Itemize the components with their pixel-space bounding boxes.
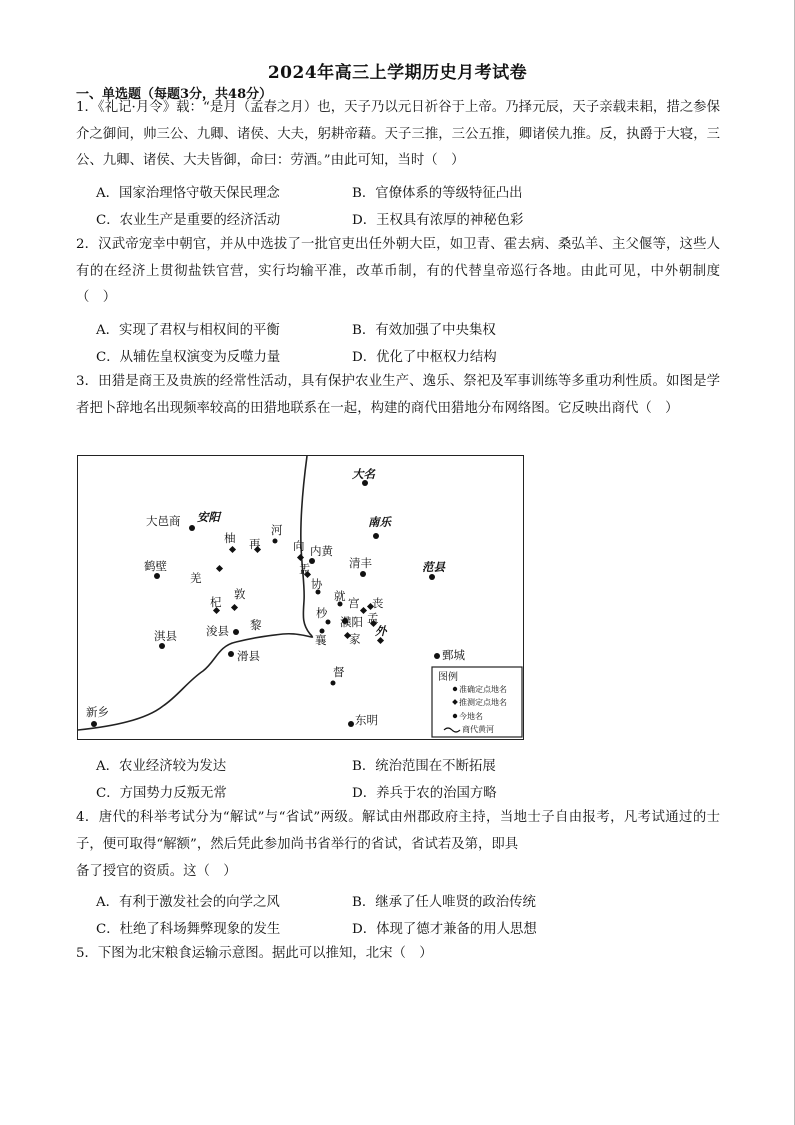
q2-option-b[interactable]: B．有效加强了中央集权 xyxy=(352,323,496,338)
diamond-dun xyxy=(231,604,238,611)
q4-option-b[interactable]: B．继承了任人唯贤的政治传统 xyxy=(352,895,536,910)
dot-huaxian xyxy=(228,651,234,657)
dot-can xyxy=(331,681,336,686)
question-4-text-cont: 备了授官的资质。这（ ） xyxy=(76,864,237,879)
q1-option-c[interactable]: C．农业生产是重要的经济活动 xyxy=(96,213,281,228)
label-hebi: 鹤壁 xyxy=(144,559,167,573)
page-title: 2024年高三上学期历史月考试卷 xyxy=(267,63,528,83)
question-4-options-row-2 xyxy=(96,918,716,940)
label-nanle: 南乐 xyxy=(368,515,391,529)
label-junxian: 浚县 xyxy=(206,624,229,638)
question-5-text: 5．下图为北宋粮食运输示意图。据此可以推知，北宋（ ） xyxy=(76,946,433,961)
label-yu: 再 xyxy=(249,537,261,551)
shang-yellow-river xyxy=(78,456,312,730)
diamond-qiang xyxy=(216,565,223,572)
question-1-options-row-2 xyxy=(96,209,716,231)
label-qixian: 淇县 xyxy=(154,629,177,643)
label-rang: 襄 xyxy=(315,633,327,647)
q2-option-c[interactable]: C．从辅佐皇权演变为反噬力量 xyxy=(96,350,281,365)
q4-option-d[interactable]: D．体现了德才兼备的用人思想 xyxy=(352,922,537,937)
label-qiang: 羌 xyxy=(190,571,202,585)
map-svg xyxy=(78,456,525,741)
label-dongming: 东明 xyxy=(355,713,378,727)
dot-sha xyxy=(326,620,331,625)
q3-option-a[interactable]: A．农业经济较为发达 xyxy=(96,759,227,774)
label-dun: 敦 xyxy=(234,587,246,601)
label-sha: 杪 xyxy=(316,606,328,620)
label-juancheng: 鄄城 xyxy=(442,648,465,662)
diamond-gong xyxy=(360,607,367,614)
label-xie: 协 xyxy=(311,577,323,591)
legend-modern: 今地名 xyxy=(459,712,483,721)
q4-option-a[interactable]: A．有利于激发社会的向学之风 xyxy=(96,895,280,910)
question-1-text: 1．《礼记·月令》载：“是月（孟春之月）也，天子乃以元日祈谷于上帝。乃择元辰，天子亲载耒耜，措之参保介之御间，帅三公、九卿、诸侯、大夫，躬耕帝藉。天子三推，三公五推，卿诸侯九推。反，执爵于大寝，三公、九卿、诸侯、大夫皆御，命曰：劳酒。”由此可知，当时（ ） xyxy=(76,100,720,168)
dot-junxian xyxy=(233,629,239,635)
dot-qixian xyxy=(159,643,165,649)
q3-option-b[interactable]: B．统治范围在不断拓展 xyxy=(352,759,496,774)
question-4-options-row-1 xyxy=(96,891,716,913)
label-sang: 丧 xyxy=(372,596,384,610)
label-gong: 宫 xyxy=(348,596,360,610)
dot-fanxian xyxy=(429,574,435,580)
dot-dayishang xyxy=(189,525,195,531)
q1-option-a[interactable]: A．国家治理恪守敬天保民理念 xyxy=(96,186,280,201)
label-qingfeng: 清丰 xyxy=(349,556,372,570)
question-4-text: 4．唐代的科举考试分为“解试”与“省试”两级。解试由州郡政府主持，当地士子自由报考，凡考试通过的士子，便可取得“解额”，然后凭此参加尚书省举行的省试，省试若及第，即具 xyxy=(76,810,720,852)
label-wai: 外 xyxy=(375,624,387,638)
label-zhou: 柚 xyxy=(224,531,236,545)
legend-inferred: 推测定点地名 xyxy=(459,698,507,707)
q3-option-d[interactable]: D．养兵于农的治国方略 xyxy=(352,786,497,801)
legend-exact: 准确定点地名 xyxy=(459,685,507,694)
label-xinxiang: 新乡 xyxy=(86,705,109,719)
section-heading: 一、单选题（每题3分，共48分） xyxy=(76,87,273,102)
label-he: 河 xyxy=(271,523,283,537)
label-yu2: 盂 xyxy=(299,562,311,576)
q2-option-d[interactable]: D．优化了中枢权力结构 xyxy=(352,350,497,365)
dot-nanle xyxy=(373,533,379,539)
q1-option-b[interactable]: B．官僚体系的等级特征凸出 xyxy=(352,186,523,201)
dot-hebi xyxy=(154,573,160,579)
label-can: 督 xyxy=(333,665,345,679)
question-2-options-row-2 xyxy=(96,346,716,368)
label-puyang: 濮阳 xyxy=(340,615,363,629)
shang-hunting-map xyxy=(77,455,524,740)
label-neihuang: 内黄 xyxy=(310,544,333,558)
dot-qingfeng xyxy=(360,571,366,577)
question-1-options-row-1 xyxy=(96,182,716,204)
label-anyang: 安阳 xyxy=(197,510,220,524)
label-xiang: 向 xyxy=(293,539,305,553)
diamond-zhou xyxy=(229,546,236,553)
question-2-text: 2．汉武帝宠幸中朝官，并从中选拔了一批官吏出任外朝大臣，如卫青、霍去病、桑弘羊、主父偃等，这些人有的在经济上贯彻盐铁官营，实行均输平准，改革币制，有的代替皇帝巡行各地。由此可见，中外朝制度（ ） xyxy=(76,237,720,305)
q2-option-a[interactable]: A．实现了君权与相权间的平衡 xyxy=(96,323,280,338)
label-ji: 杞 xyxy=(210,595,222,609)
question-2-options-row-1 xyxy=(96,319,716,341)
label-jia: 家 xyxy=(349,632,361,646)
diamond-xiang xyxy=(297,554,304,561)
label-meng: 孟 xyxy=(367,611,379,625)
legend-title: 图例 xyxy=(438,672,458,683)
question-3-options-row-1 xyxy=(96,755,716,777)
label-dayishang: 大邑商 xyxy=(146,514,181,528)
map-legend xyxy=(432,667,522,737)
diamond-wai xyxy=(377,637,384,644)
dot-xinxiang xyxy=(91,721,97,727)
label-fanxian: 范县 xyxy=(422,560,445,574)
q3-option-c[interactable]: C．方国势力反叛无常 xyxy=(96,786,227,801)
question-3-options-row-2 xyxy=(96,782,716,804)
dot-dongming xyxy=(348,721,354,727)
label-huaxian: 滑县 xyxy=(237,649,260,663)
question-3-text: 3．田猎是商王及贵族的经常性活动，具有保护农业生产、逸乐、祭祀及军事训练等多重功利性质。如图是学者把卜辞地名出现频率较高的田猎地联系在一起，构建的商代田猎地分布网络图。它反映出商代（ ） xyxy=(76,374,720,416)
label-li: 黎 xyxy=(250,618,262,632)
legend-river: 商代黄河 xyxy=(462,725,494,734)
label-jiu: 就 xyxy=(334,589,346,603)
q4-option-c[interactable]: C．杜绝了科场舞弊现象的发生 xyxy=(96,922,281,937)
label-daming: 大名 xyxy=(352,467,375,481)
dot-juancheng xyxy=(434,653,440,659)
q1-option-d[interactable]: D．王权具有浓厚的神秘色彩 xyxy=(352,213,524,228)
dot-he xyxy=(273,539,278,544)
